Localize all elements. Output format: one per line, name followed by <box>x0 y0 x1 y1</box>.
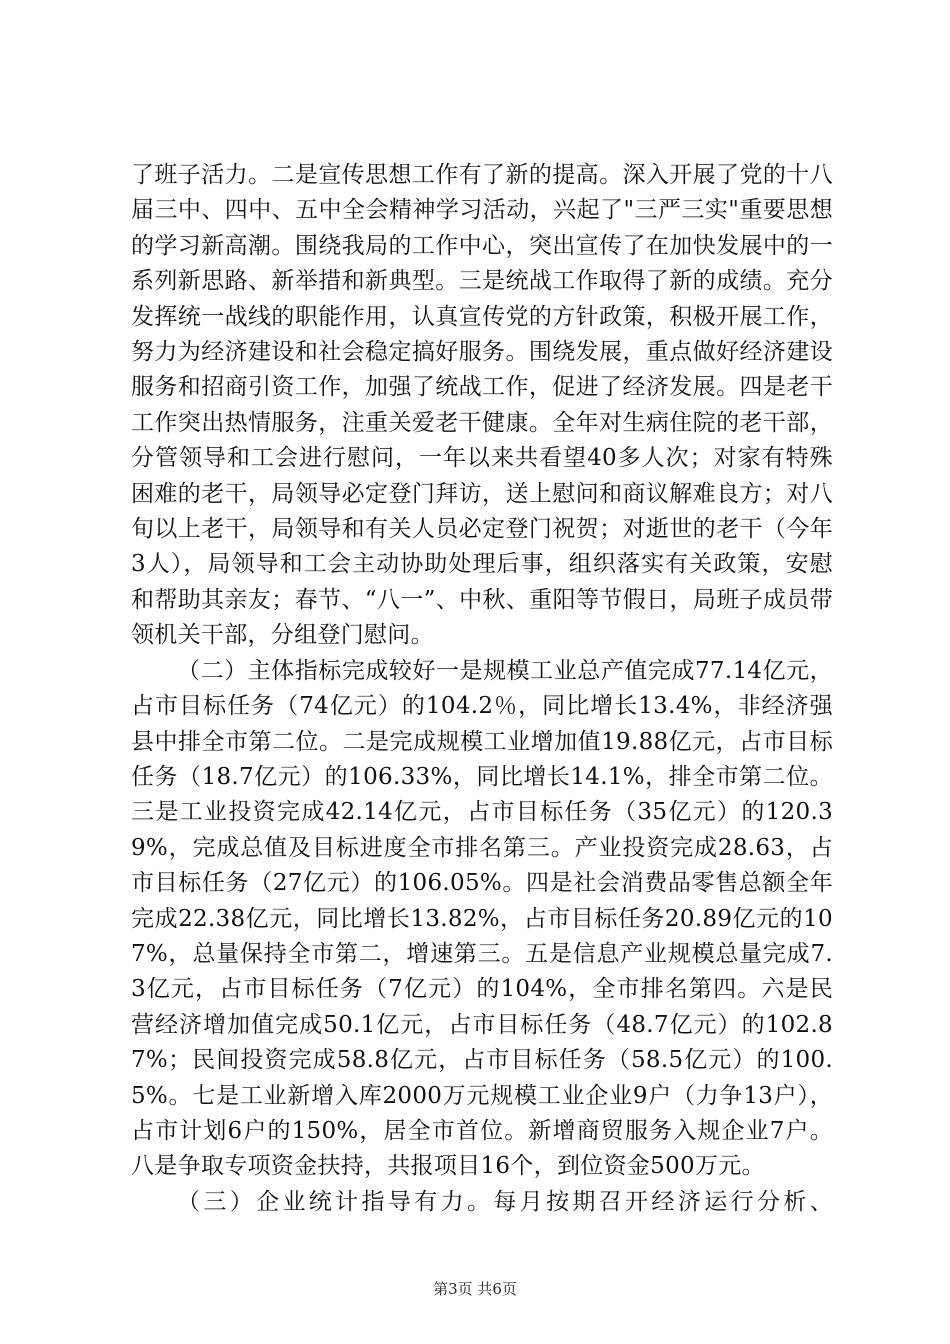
document-body <box>131 158 833 1220</box>
paragraph-party-work: 了班子活力。二是宣传思想工作有了新的提高。深入开展了党的十八届三中、四中、五中全会精神学习活动，兴起了"三严三实"重要思想的学习新高潮。围绕我局的工作中心，突出宣传了在加快发展中的一系列新思路、新举措和新典型。三是统战工作取得了新的成绩。充分发挥统一战线的职能作用，认真宣传党的方针政策，积极开展工作，努力为经济建设和社会稳定搞好服务。围绕发展，重点做好经济建设服务和招商引资工作，加强了统战工作，促进了经济发展。四是老干工作突出热情服务，注重关爱老干健康。全年对生病住院的老干部，分管领导和工会进行慰问，一年以来共看望40多人次；对家有特殊困难的老干，局领导必定登门拜访，送上慰问和商议解难良方；对八旬以上老干，局领导和有关人员必定登门祝贺；对逝世的老干（今年3人），局领导和工会主动协助处理后事，组织落实有关政策，安慰和帮助其亲友；春节、“八一”、中秋、重阳等节假日，局班子成员带领机关干部，分组登门慰问。 <box>131 162 833 649</box>
paragraph-enterprise-statistics: （三）企业统计指导有力。每月按期召开经济运行分析、 <box>177 1188 833 1215</box>
page-footer: 第3页 共6页 <box>433 1280 517 1298</box>
paragraph-main-indicators: （二）主体指标完成较好一是规模工业总产值完成77.14亿元，占市目标任务（74亿元）的104.2％，同比增长13.4%，非经济强县中排全市第二位。二是完成规模工业增加值19.88亿元，占市目标任务（18.7亿元）的106.33%，同比增长14.1%，排全市第二位。三是工业投资完成42.14亿元，占市目标任务（35亿元）的120.39%，完成总值及目标进度全市排名第三。产业投资完成28.63，占市目标任务（27亿元）的106.05%。四是社会消费品零售总额全年完成22.38亿元，同比增长13.82%，占市目标任务20.89亿元的107%，总量保持全市第二，增速第三。五是信息产业规模总量完成7.3亿元，占市目标任务（7亿元）的104%，全市排名第四。六是民营经济增加值完成50.1亿元，占市目标任务（48.7亿元）的102.87%；民间投资完成58.8亿元，占市目标任务（58.5亿元）的100.5%。七是工业新增入库2000万元规模工业企业9户（力争13户），占市计划6户的150%，居全市首位。新增商贸服务入规企业7户。八是争取专项资金扶持，共报项目16个，到位资金500万元。 <box>131 657 833 1180</box>
